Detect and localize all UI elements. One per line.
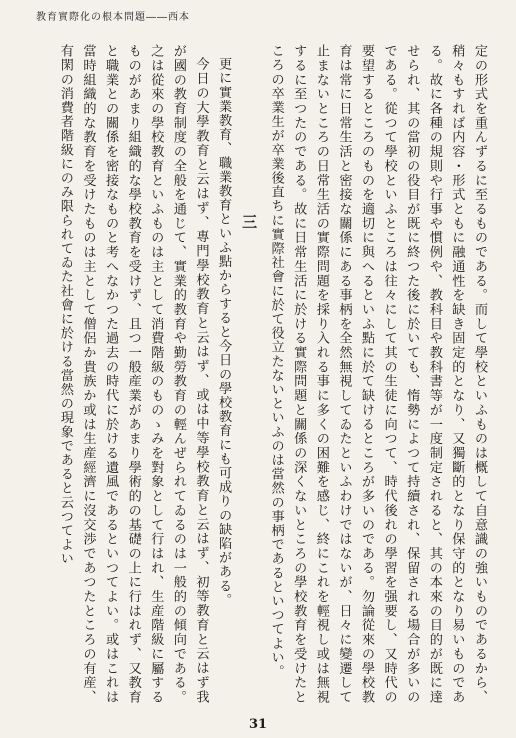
paragraph-2: 更に實業教育、職業教育といふ點からすると今日の學校教育にも可成りの缺陷がある。 (216, 57, 232, 608)
running-head: 教育實際化の根本問題――西本 (36, 12, 190, 23)
section-number: 三 (240, 214, 259, 229)
paragraph-3: 今日の大學教育と云はず、專門學校教育と云はず、或は中等學校教育と云はず、初等教育と云はず我が國の教育制度の全般を通じて、實業的教育や勤勞教育の輕んぜられてゐるのは一般的の傾向である。之は從來の學校教育といふものは主として消費階級のものゝみを對象として行はれ、生産階級に屬するものがあまり組織的な學校教育を受けず、且つ一般産業があまり學術的の基礎の上に行はれず、又教育と職業との關係を密接なものと考へなかつた過去の時代に於ける遺風であるといつてよい。或はこれは當時組織的な教育を受けたものは主として僧侶か貴族か或は生産經濟に沒交渉であつたところの有産、有閑の消費者階級にのみ限られてゐた社會に於ける當然の現象であると云つてよい (57, 44, 209, 704)
paragraph-1: 定の形式を重んずるに至るものである。而して學校といふものは概して自意識の強いものであるから、稍々もすれば内容・形式ともに融通性を缺き固定的となり、又獨斷的となり保守的となり易いものである。故に各種の規則や行事や慣例や、教科目や教科書等が一度制定されると、其の本來の目的が既に達せられ、其の當初の役目が既に終つた後に於いても、惰勢によつて持續され、保留される場合が多いのである。從つて學校といふところは往々にして其の生徒に向つて、時代後れの學習を强要し、又時代の要望するところのものを適切に與へるといふ點に於て缺けるところが多いのである。勿論從來の學校教育は常に日常生活と密接な關係にある事柄を全然無視してゐたといふわけではないが、日々に變遷して止まないところの日常生活の實際問題を採り入れる事に多くの困難を感じ、終にこれを輕視し或は無視するに至つたのである。故に日常生活に於ける實際問題と關係の深くないところの學校教育を受けたところの卒業生が卒業後直ちに實際社會に於て役立たないといふのは當然の事柄であるといつてよい。 (268, 44, 487, 704)
vertical-text-block (28, 44, 490, 704)
page-number: 31 (248, 717, 268, 732)
